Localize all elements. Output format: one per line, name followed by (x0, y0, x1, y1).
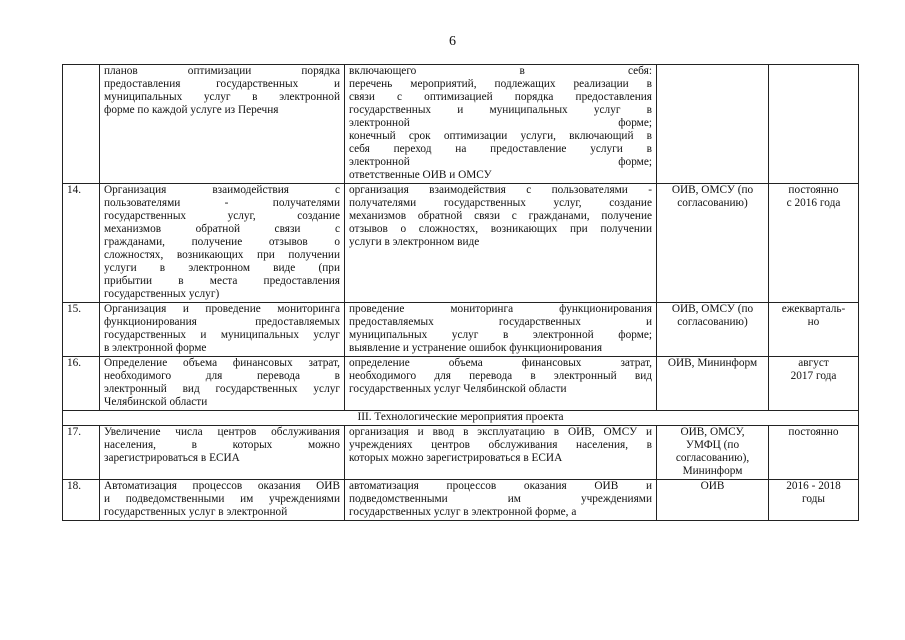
result-cell-line: электронной форме; (349, 117, 652, 129)
result-cell-line: механизмов обратной связи с гражданами, получение (349, 210, 652, 222)
result-cell (345, 480, 657, 521)
result-cell-line: получателями государственных услуг, создание (349, 197, 652, 209)
term-cell (769, 357, 859, 411)
executor-cell (657, 426, 769, 480)
term-cell-line: 2016 - 2018 (786, 480, 841, 492)
term-cell (769, 65, 859, 184)
executor-cell-line: ОИВ, Мининформ (667, 357, 758, 369)
task-cell-line: сложностях, возникающих при получении (104, 249, 340, 261)
task-cell-line: Организация и проведение мониторинга (104, 303, 340, 315)
page-number: 6 (449, 34, 456, 49)
row-number: 16. (63, 357, 100, 411)
task-cell-line: и подведомственными им учреждениями (104, 493, 340, 505)
task-cell-line: Увеличение числа центров обслуживания (104, 426, 340, 438)
result-cell-line: электронной форме; (349, 156, 652, 168)
result-cell-line: которых можно зарегистрироваться в ЕСИА (349, 452, 563, 464)
result-cell-line: ответственные ОИВ и ОМСУ (349, 169, 492, 181)
task-cell-line: государственных услуг) (104, 288, 220, 300)
result-cell-line: выявление и устранение ошибок функционирования (349, 342, 603, 354)
task-cell-line: в электронной форме (104, 342, 207, 354)
result-cell-line: государственных и муниципальных услуг в (349, 104, 652, 116)
table-row (63, 303, 859, 357)
result-cell-line: государственных услуг Челябинской области (349, 383, 567, 395)
task-cell-line: зарегистрироваться в ЕСИА (104, 452, 240, 464)
task-cell (100, 65, 345, 184)
result-cell-line: себя переход на предоставление услуги в (349, 143, 652, 155)
result-cell-line: услуги в электронном виде (349, 236, 480, 248)
term-cell-line: постоянно (788, 184, 839, 196)
result-cell-line: предоставляемых государственных и (349, 316, 652, 328)
section-row (63, 411, 859, 426)
row-number: 14. (63, 184, 100, 303)
term-cell (769, 184, 859, 303)
result-cell-line: подведомственными им учреждениями (349, 493, 652, 505)
task-cell (100, 303, 345, 357)
section-title: III. Технологические мероприятия проекта (63, 411, 859, 426)
executor-cell (657, 65, 769, 184)
task-cell-line: государственных услуг в электронной (104, 506, 288, 518)
table-row (63, 480, 859, 521)
task-cell-line: форме по каждой услуге из Перечня (104, 104, 279, 116)
term-cell-line: с 2016 года (786, 197, 841, 209)
executor-cell (657, 303, 769, 357)
table-row (63, 426, 859, 480)
task-cell-line: механизмов обратной связи с (104, 223, 340, 235)
result-cell (345, 426, 657, 480)
term-cell-line: но (807, 316, 820, 328)
executor-cell (657, 184, 769, 303)
task-cell-line: электронный вид государственных услуг (104, 383, 340, 395)
result-cell (345, 357, 657, 411)
executor-cell-line: согласованию) (677, 316, 748, 328)
task-cell-line: услуги в электронном виде (при (104, 262, 340, 274)
task-cell-line: населения, в которых можно (104, 439, 340, 451)
executor-cell-line: ОИВ, ОМСУ (по (671, 184, 754, 196)
task-cell-line: функционирования предоставляемых (104, 316, 340, 328)
task-cell-line: государственных и муниципальных услуг (104, 329, 340, 341)
result-cell-line: отзывов о сложностях, возникающих при получении (349, 223, 652, 235)
result-cell-line: определение объема финансовых затрат, (349, 357, 652, 369)
executor-cell-line: УМФЦ (по (685, 439, 740, 451)
table-row (63, 184, 859, 303)
row-number: 15. (63, 303, 100, 357)
result-cell (345, 184, 657, 303)
term-cell-line: август (798, 357, 829, 369)
term-cell-line: постоянно (788, 426, 839, 438)
result-cell-line: организация и ввод в эксплуатацию в ОИВ, ОМСУ и (349, 426, 652, 438)
executor-cell-line: ОИВ, ОМСУ, (680, 426, 745, 438)
term-cell-line: годы (801, 493, 825, 505)
result-cell-line: связи с оптимизацией порядка предоставления (349, 91, 652, 103)
task-cell-line: планов оптимизации порядка (104, 65, 340, 77)
result-cell (345, 65, 657, 184)
task-cell-line: гражданами, получение отзывов о (104, 236, 340, 248)
term-cell (769, 303, 859, 357)
executor-cell-line: Мининформ (682, 465, 743, 477)
executor-cell-line: ОИВ, ОМСУ (по (671, 303, 754, 315)
task-cell (100, 480, 345, 521)
result-cell-line: государственных услуг в электронной форме, а (349, 506, 577, 518)
task-cell-line: Автоматизация процессов оказания ОИВ (104, 480, 340, 492)
term-cell (769, 480, 859, 521)
result-cell-line: учреждениях центров обслуживания населения, в (349, 439, 652, 451)
term-cell-line: 2017 года (790, 370, 837, 382)
plan-table (62, 64, 859, 521)
result-cell-line: автоматизация процессов оказания ОИВ и (349, 480, 652, 492)
executor-cell-line: ОИВ (700, 480, 725, 492)
result-cell-line: необходимого для перевода в электронный вид (349, 370, 652, 382)
table-row (63, 357, 859, 411)
task-cell (100, 357, 345, 411)
executor-cell (657, 480, 769, 521)
task-cell-line: муниципальных услуг в электронной (104, 91, 340, 103)
task-cell-line: Челябинской области (104, 396, 208, 408)
result-cell-line: организация взаимодействия с пользователями - (349, 184, 652, 196)
task-cell-line: пользователями - получателями (104, 197, 340, 209)
row-number: 17. (63, 426, 100, 480)
task-cell (100, 184, 345, 303)
row-number (63, 65, 100, 184)
term-cell (769, 426, 859, 480)
task-cell-line: Организация взаимодействия с (104, 184, 340, 196)
task-cell-line: необходимого для перевода в (104, 370, 340, 382)
task-cell-line: предоставления государственных и (104, 78, 340, 90)
term-cell-line: ежекварталь- (781, 303, 846, 315)
executor-cell-line: согласованию), (675, 452, 750, 464)
table-row (63, 65, 859, 184)
task-cell-line: Определение объема финансовых затрат, (104, 357, 340, 369)
executor-cell-line: согласованию) (677, 197, 748, 209)
result-cell-line: проведение мониторинга функционирования (349, 303, 652, 315)
row-number: 18. (63, 480, 100, 521)
executor-cell (657, 357, 769, 411)
result-cell-line: муниципальных услуг в электронной форме; (349, 329, 652, 341)
result-cell-line: конечный срок оптимизации услуги, включающий в (349, 130, 652, 142)
task-cell (100, 426, 345, 480)
result-cell-line: перечень мероприятий, подлежащих реализации в (349, 78, 652, 90)
task-cell-line: прибытии в места предоставления (104, 275, 340, 287)
task-cell-line: государственных услуг, создание (104, 210, 340, 222)
result-cell (345, 303, 657, 357)
result-cell-line: включающего в себя: (349, 65, 652, 77)
